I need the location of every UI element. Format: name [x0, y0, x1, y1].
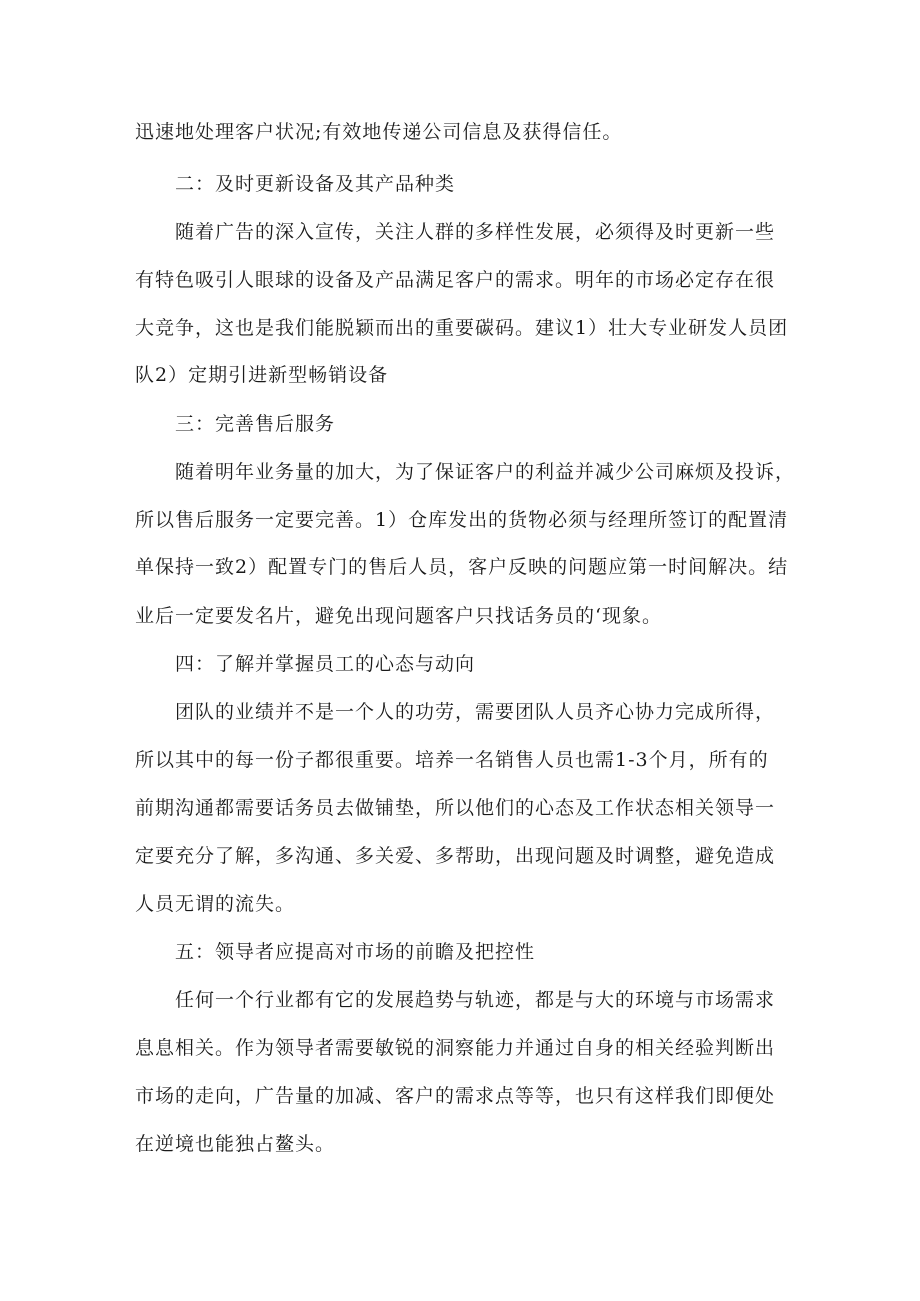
section-heading: 五：领导者应提高对市场的前瞻及把控性: [175, 941, 536, 963]
paragraph-line: 团队的业绩并不是一个人的功劳，需要团队人员齐心协力完成所得，: [175, 701, 776, 723]
paragraph-line: 任何一个行业都有它的发展趋势与轨迹，都是与大的环境与市场需求: [175, 989, 776, 1011]
section-heading: 二：及时更新设备及其产品种类: [175, 173, 456, 195]
paragraph-line: 随着明年业务量的加大，为了保证客户的利益并减少公司麻烦及投诉，: [175, 461, 796, 483]
section-heading: 三：完善售后服务: [175, 413, 336, 435]
paragraph-line: 随着广告的深入宣传，关注人群的多样性发展，必须得及时更新一些: [175, 221, 776, 243]
paragraph-line: 所以售后服务一定要完善。1）仓库发出的货物必须与经理所签订的配置清: [135, 509, 789, 531]
paragraph-line: 迅速地处理客户状况;有效地传递公司信息及获得信任。: [135, 121, 623, 143]
paragraph-line: 大竞争，这也是我们能脱颖而出的重要碳码。建议1）壮大专业研发人员团: [135, 317, 789, 339]
paragraph-line: 队2）定期引进新型畅销设备: [135, 364, 389, 386]
section-heading: 四：了解并掌握员工的心态与动向: [175, 653, 476, 675]
paragraph-line: 业后一定要发名片，避免出现问题客户只找话务员的‘现象。: [135, 605, 663, 627]
paragraph-line: 在逆境也能独占鳌头。: [135, 1133, 336, 1155]
paragraph-line: 前期沟通都需要话务员去做铺垫，所以他们的心态及工作状态相关领导一: [135, 797, 776, 819]
paragraph-line: 所以其中的每一份子都很重要。培养一名销售人员也需1-3个月，所有的: [135, 749, 769, 771]
paragraph-line: 人员无谓的流失。: [135, 893, 296, 915]
paragraph-line: 单保持一致2）配置专门的售后人员，客户反映的问题应第一时间解决。结: [135, 556, 789, 578]
paragraph-line: 市场的走向，广告量的加减、客户的需求点等等，也只有这样我们即便处: [135, 1085, 776, 1107]
paragraph-line: 息息相关。作为领导者需要敏锐的洞察能力并通过自身的相关经验判断出: [135, 1037, 776, 1059]
paragraph-line: 有特色吸引人眼球的设备及产品满足客户的需求。明年的市场必定存在很: [135, 269, 776, 291]
paragraph-line: 定要充分了解，多沟通、多关爱、多帮助，出现问题及时调整，避免造成: [135, 845, 776, 867]
